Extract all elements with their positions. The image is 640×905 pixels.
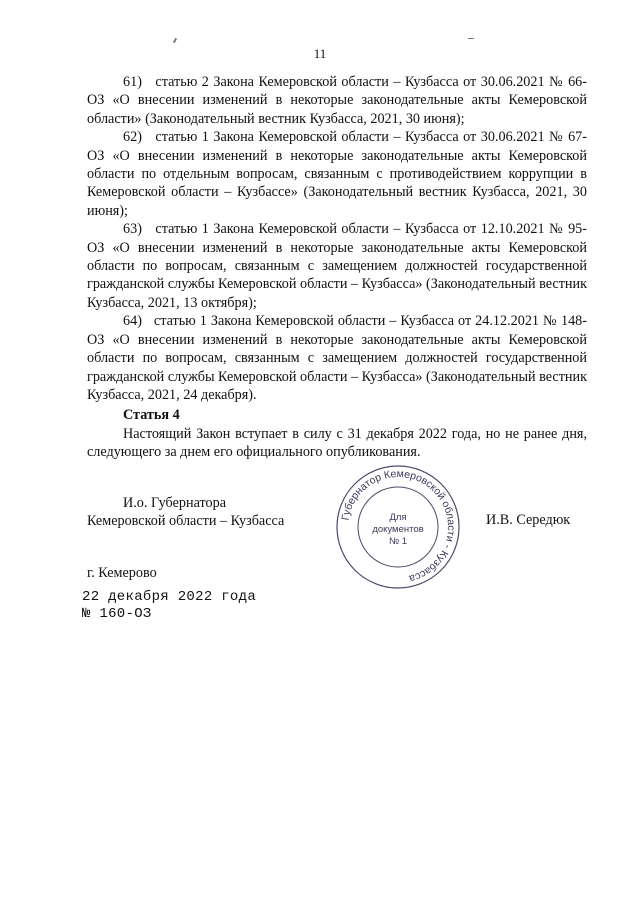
scan-mark: [468, 38, 474, 39]
list-item: 64) статью 1 Закона Кемеровской области – Кузбасса от 24.12.2021 № 148-ОЗ «О внесении изменений в некоторые законодательные акты Кемеровской области по вопросам, связанным с замещением должностей государственной гражданской службы Кемеровской области – Кузбасса» (Законодательный вестник Кузбасса, 2021, 24 декабря).: [87, 313, 587, 403]
page-number: 11: [313, 46, 327, 61]
law-number: № 160-ОЗ: [82, 606, 152, 622]
seal-center-line: Для: [389, 512, 407, 523]
seal-center-line: № 1: [388, 536, 408, 547]
signatory-position: [87, 494, 317, 530]
list-item: 61) статью 2 Закона Кемеровской области – Кузбасса от 30.06.2021 № 66-ОЗ «О внесении изменений в некоторые законодательные акты Кемеровской области» (Законодательный вестник Кузбасса, 2021, 30 июня);: [87, 74, 587, 127]
position-line: И.о. Губернатора: [123, 495, 226, 511]
list-item: 63) статью 1 Закона Кемеровской области – Кузбасса от 12.10.2021 № 95-ОЗ «О внесении изменений в некоторые законодательные акты Кемеровской области по вопросам, связанным с замещением должностей государственной гражданской службы Кемеровской области – Кузбасса» (Законодательный вестник Кузбасса, 2021, 13 октября);: [87, 221, 587, 311]
seal-ring-text: Губернатор Кемеровской области - Кузбасса: [339, 467, 458, 585]
article-title: Статья 4: [123, 407, 180, 423]
law-date: 22 декабря 2022 года: [82, 589, 257, 605]
article-body: [87, 425, 587, 462]
official-seal: [333, 462, 463, 592]
position-line: Кемеровской области – Кузбасса: [87, 513, 285, 529]
scan-mark: [173, 38, 177, 43]
article-text: Настоящий Закон вступает в силу с 31 декабря 2022 года, но не ранее дня, следующего за днем его официального опубликования.: [87, 426, 587, 461]
list-item: 62) статью 1 Закона Кемеровской области – Кузбасса от 30.06.2021 № 67-ОЗ «О внесении изменений в некоторые законодательные акты Кемеровской области по отдельным вопросам, связанным с противодействием коррупции в Кемеровской области – Кузбассе» (Законодательный вестник Кузбасса, 2021, 30 июня);: [87, 129, 587, 219]
amendments-list: [87, 73, 587, 404]
signatory-name: И.В. Середюк: [486, 512, 571, 528]
city: г. Кемерово: [87, 565, 157, 581]
seal-center-line: документов: [372, 524, 424, 535]
